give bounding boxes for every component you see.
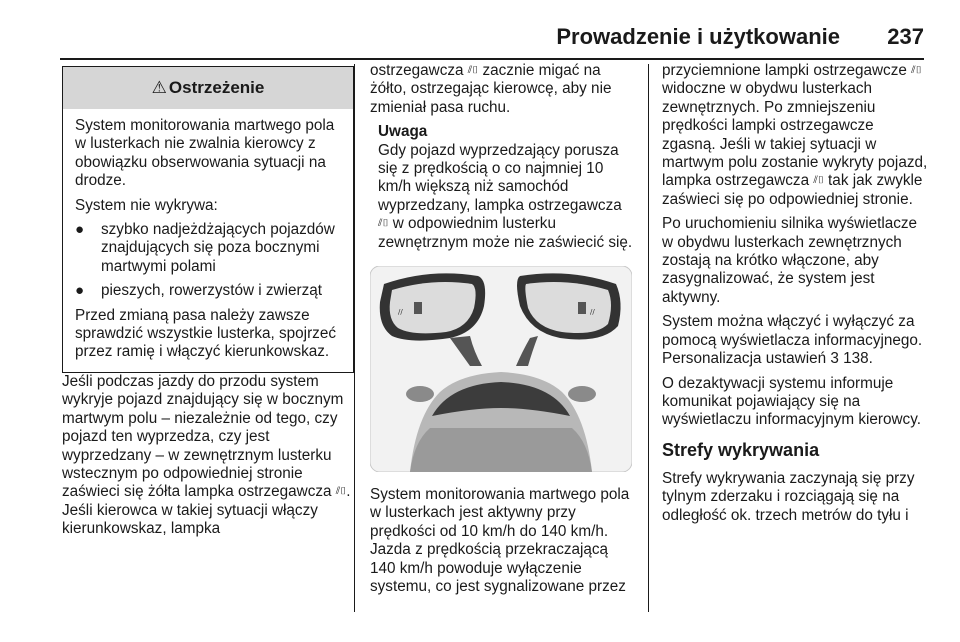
illustration-caption-paragraph: System monitorowania martwego pola w lusterkach jest aktywny przy prędkości od 10 km/h do 140 km/h. Jazda z prędkością przekraczającą 140 km/h powoduje wyłączenie systemu, co jest sygnalizowane przez [370, 486, 630, 596]
blind-spot-mirror-icon: ⫽⌷ [911, 65, 922, 76]
svg-text://: // [398, 308, 403, 317]
blind-spot-mirror-icon: ⫽⌷ [335, 486, 347, 498]
header-rule [60, 58, 924, 60]
body-paragraph: O dezaktywacji systemu informuje komunikat pojawiający się na wyświetlaczu informacyjnym kierowcy. [662, 374, 921, 429]
body-paragraph: Strefy wykrywania zaczynają się przy tylnym zderzaku i rozciągają się na odległość ok. trzech metrów do tyłu i [662, 469, 915, 524]
body-paragraph: Po uruchomieniu silnika wyświetlacze w obydwu lusterkach zewnętrznych zostają na krótko włączone, aby zasygnalizować, że system jest aktywny. [662, 215, 918, 306]
blind-spot-mirror-icon: ⫽⌷ [813, 175, 824, 187]
warning-title: Ostrzeżenie [168, 77, 265, 97]
body-paragraph: System można włączyć i wyłączyć za pomocą wyświetlacza informacyjnego. Personalizacja ustawień 3 138. [662, 313, 923, 368]
note-block [370, 123, 634, 252]
note-title: Uwaga [378, 123, 428, 141]
note-text: Gdy pojazd wyprzedzający porusza się z prędkością o co najmniej 10 km/h większą niż samochód wyprzedzany, lampka ostrzegawcza ⫽⌷ w odpowiednim lusterku zewnętrznym może nie zaświecić się. [378, 141, 633, 251]
bullet-icon: ● [75, 221, 85, 239]
bullet-text: szybko nadjeżdżających pojazdów znajdujących się poza bocznymi martwymi polami [101, 221, 335, 275]
warning-paragraph: Przed zmianą pasa należy zawsze sprawdzić wszystkie lusterka, spojrzeć przez ramię i włączyć kierunkowskaz. [75, 306, 336, 361]
warning-paragraph: System nie wykrywa: [75, 196, 218, 214]
blind-spot-mirror-icon: ⫽⌷ [378, 218, 389, 230]
body-paragraph: Jeśli podczas jazdy do przodu system wykryje pojazd znajdujący się w bocznym martwym polu – niezależnie od tego, czy pojazd ten wyprzedza, czy jest wyprzedzany – w zewnętrznym lusterku wstecznym po odpowiedniej stronie zaświeci się żółta lampka ostrzegawcza ⫽⌷. Jeśli kierowca w takiej sytuacji włączy kierunkowskaz, lampka [62, 372, 351, 538]
section-heading: Strefy wykrywania [662, 439, 820, 460]
blind-spot-mirror-icon: ⫽⌷ [467, 65, 479, 76]
page-number: 237 [887, 24, 924, 49]
column-divider [354, 64, 355, 612]
column-divider [648, 64, 649, 612]
column-2 [370, 62, 634, 603]
page-reference-arrow-icon[interactable]: 3 [830, 350, 839, 368]
bullet-text: pieszych, rowerzystów i zwierząt [101, 282, 323, 300]
page-reference-link[interactable]: 138. [838, 350, 873, 368]
bullet-icon: ● [75, 282, 85, 300]
warning-header [63, 67, 353, 109]
blind-spot-mirrors-illustration [370, 266, 632, 472]
warning-box [62, 66, 354, 373]
page-header [60, 24, 924, 54]
chapter-title: Prowadzenie i użytkowanie [556, 24, 840, 49]
column-3 [662, 62, 928, 531]
bullet-item [75, 282, 343, 300]
warning-paragraph: System monitorowania martwego pola w lusterkach nie zwalnia kierowcy z obowiązku obserwowania sytuacji na drodze. [75, 117, 335, 190]
warning-triangle-icon: ⚠ [151, 77, 167, 97]
bullet-item [75, 221, 343, 276]
column-1 [62, 62, 354, 545]
svg-text://: // [590, 308, 595, 317]
body-paragraph: ostrzegawcza ⫽⌷ zacznie migać na żółto, ostrzegając kierowcę, aby nie zmieniał pasa ruchu. [370, 62, 612, 116]
body-paragraph: przyciemnione lampki ostrzegawcze ⫽⌷ widoczne w obydwu lusterkach zewnętrznych. Po zmniejszeniu prędkości lampki ostrzegawcze zgasną. Jeśli w takiej sytuacji w martwym polu zostanie wykryty pojazd, lampka ostrzegawcza ⫽⌷ tak jak zwykle zaświeci się po odpowiedniej stronie. [662, 62, 928, 208]
warning-body [63, 109, 353, 372]
